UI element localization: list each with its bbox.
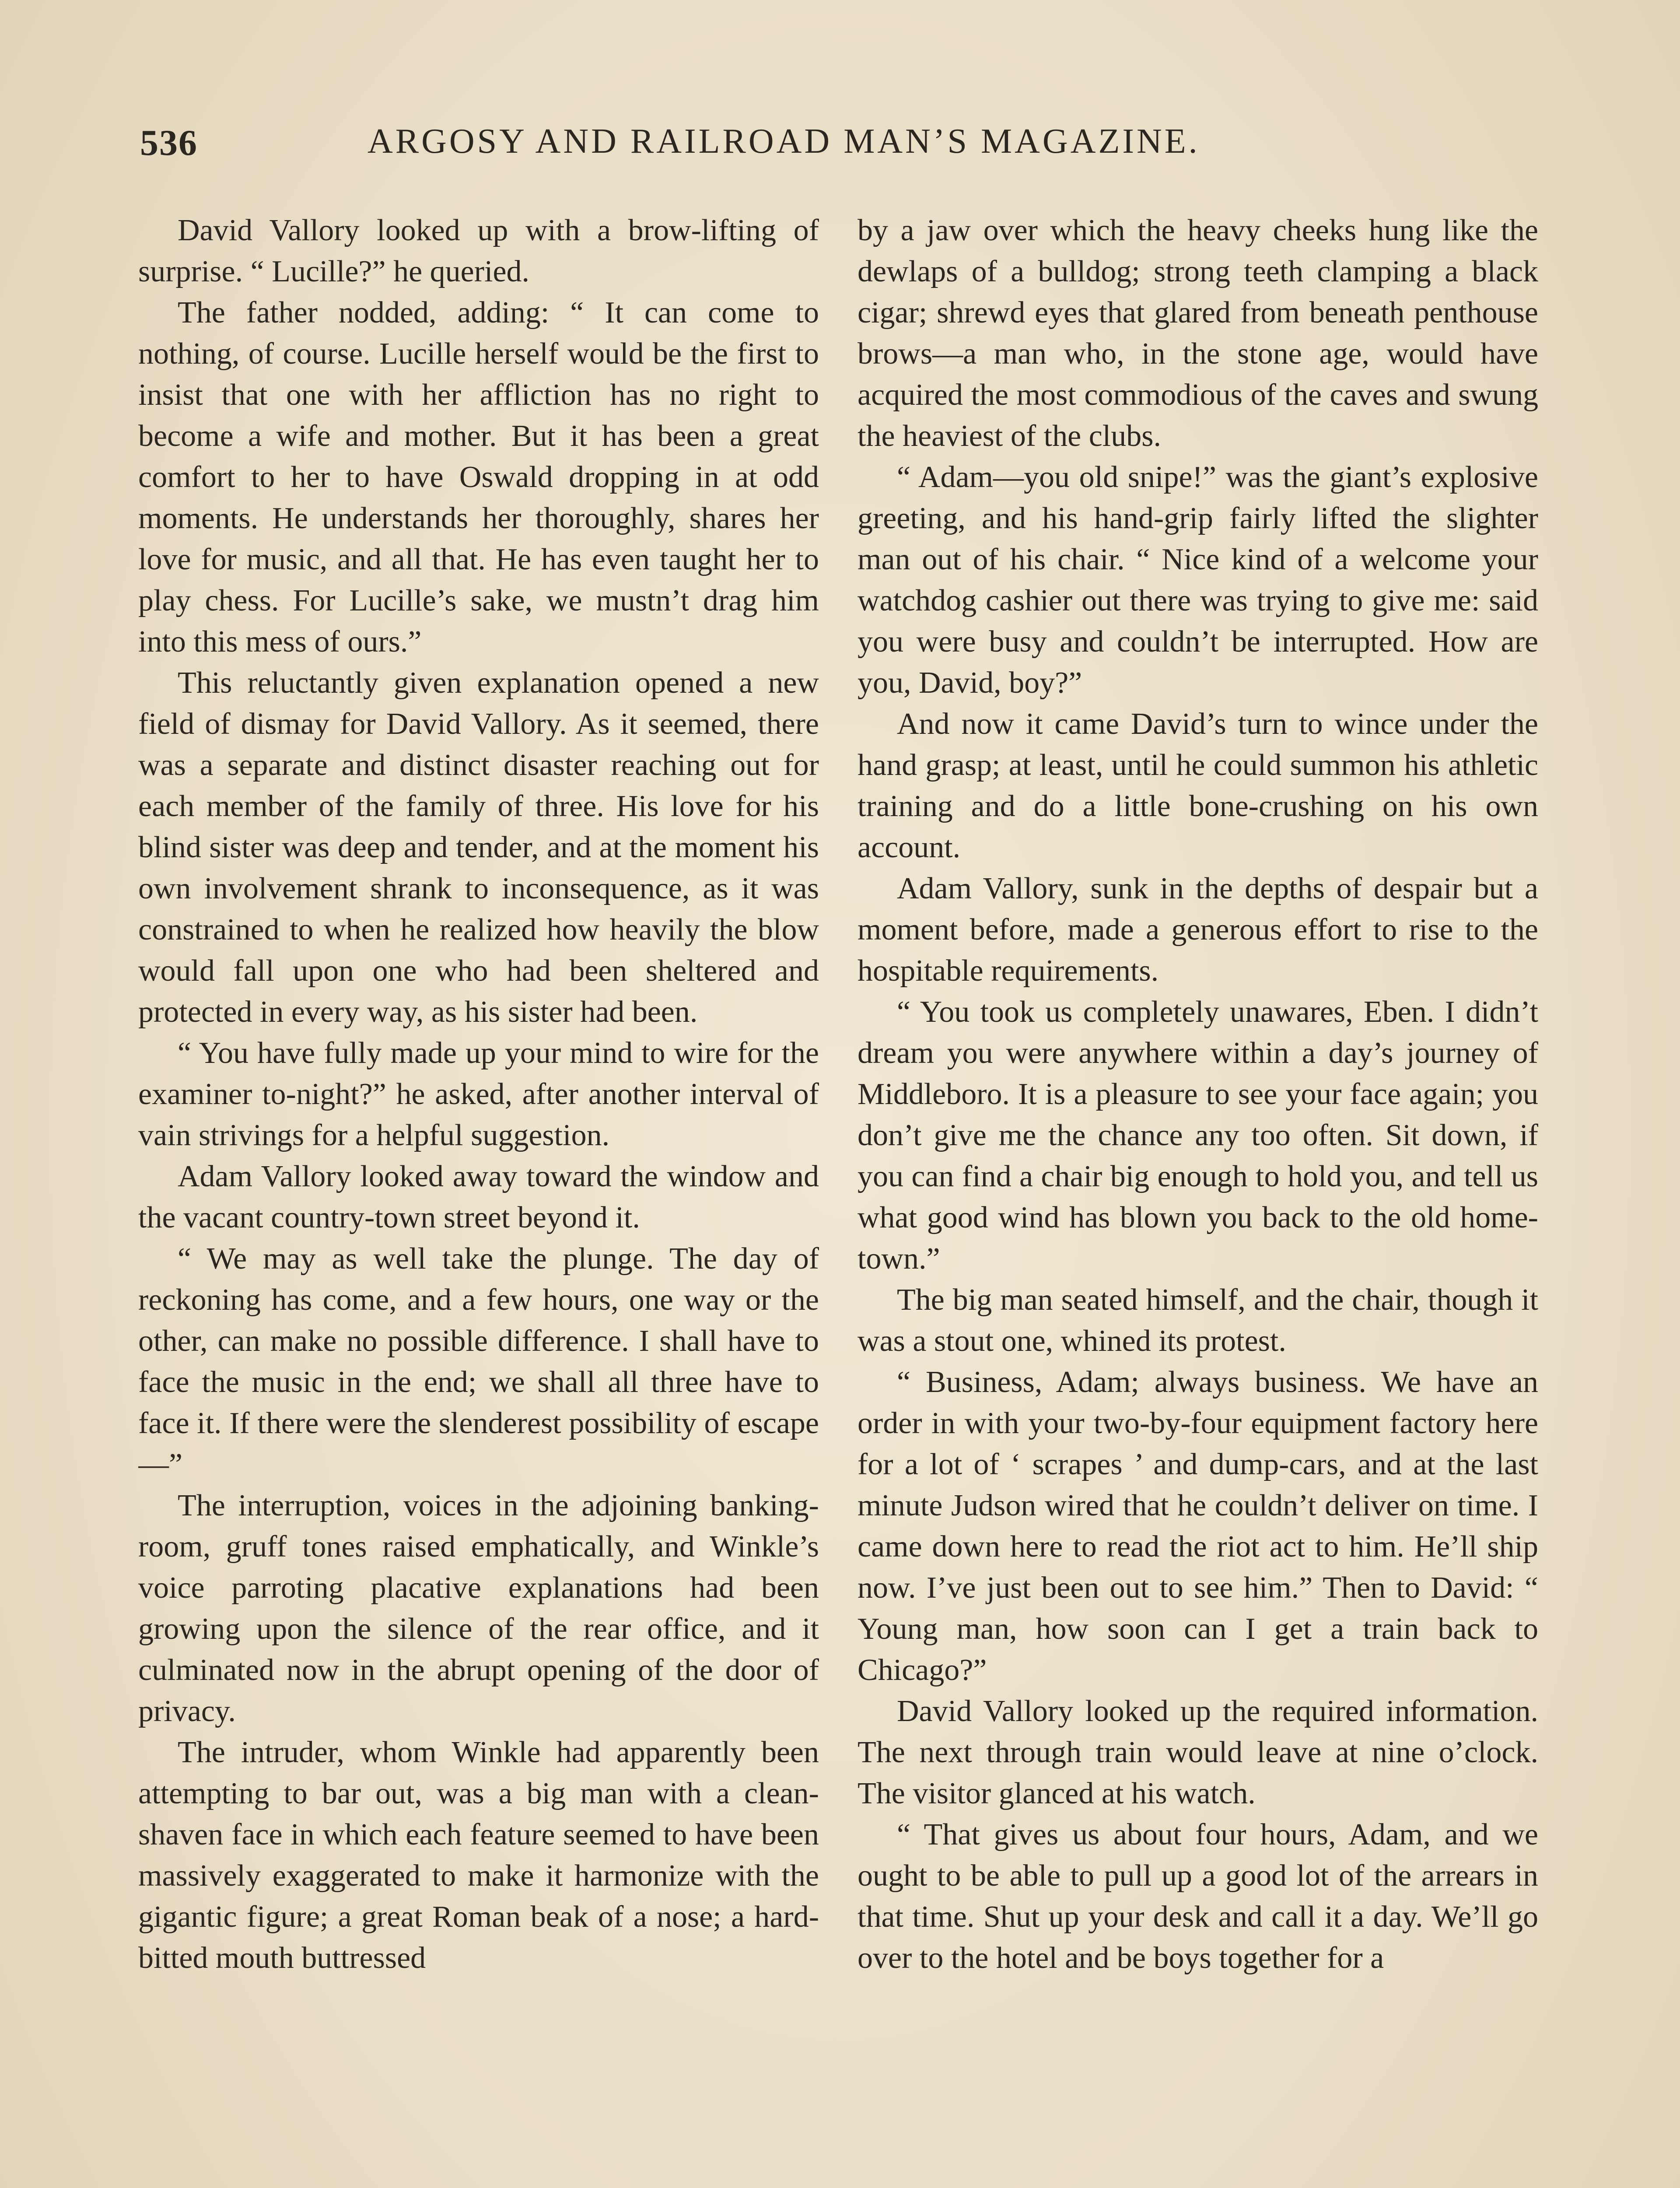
right-column <box>858 210 1538 2188</box>
paragraph: Adam Vallory, sunk in the depths of despair but a moment before, made a generous effort to rise to the hospitable requirements. <box>858 872 1538 988</box>
paragraph: “ You took us completely unawares, Eben. I didn’t dream you were anywhere within a day’s journey of Middleboro. It is a pleasure to see your face again; you don’t give me the chance any too often. Sit down, if you can find a chair big enough to hold you, and tell us what good wind has blown you back to the old home-town.” <box>858 995 1538 1276</box>
paragraph: “ You have fully made up your mind to wire for the examiner to-night?” he asked, after another interval of vain strivings for a helpful suggestion. <box>138 1036 819 1152</box>
paragraph: The interruption, voices in the adjoining banking-room, gruff tones raised emphatically, and Winkle’s voice parroting placative explanations had been growing upon the silence of the rear office, and it culminated now in the abrupt opening of the door of privacy. <box>138 1489 819 1728</box>
paragraph: David Vallory looked up the required information. The next through train would leave at nine o’clock. The visitor glanced at his watch. <box>858 1694 1538 1810</box>
paragraph: The father nodded, adding: “ It can come to nothing, of course. Lucille herself would be the first to insist that one with her affliction has no right to become a wife and mother. But it has been a great comfort to her to have Oswald dropping in at odd moments. He understands her thoroughly, shares her love for music, and all that. He has even taught her to play chess. For Lucille’s sake, we mustn’t drag him into this mess of ours.” <box>138 296 819 659</box>
paragraph: This reluctantly given explanation opened a new field of dismay for David Vallory. As it seemed, there was a separate and distinct disaster reaching out for each member of the family of three. His love for his blind sister was deep and tender, and at the moment his own involvement shrank to inconsequence, as it was constrained to when he realized how heavily the blow would fall upon one who had been sheltered and protected in every way, as his sister had been. <box>138 666 819 1029</box>
paragraph: The intruder, whom Winkle had apparently been attempting to bar out, was a big man with a clean-shaven face in which each feature seemed to have been massively exaggerated to make it harmonize with the gigantic figure; a great Roman beak of a nose; a hard-bitted mouth buttressed <box>138 1736 819 1975</box>
paragraph: “ Business, Adam; always business. We have an order in with your two-by-four equipment factory here for a lot of ‘ scrapes ’ and dump-cars, and at the last minute Judson wired that he couldn’t deliver on time. I came down here to read the riot act to him. He’ll ship now. I’ve just been out to see him.” Then to David: “ Young man, how soon can I get a train back to Chicago?” <box>858 1365 1538 1687</box>
paragraph: “ That gives us about four hours, Adam, and we ought to be able to pull up a good lot of the arrears in that time. Shut up your desk and call it a day. We’ll go over to the hotel and be boys together for a <box>858 1818 1538 1975</box>
paragraph: David Vallory looked up with a brow-lifting of surprise. “ Lucille?” he queried. <box>138 214 819 288</box>
left-column <box>138 210 819 2188</box>
page-number: 536 <box>140 123 198 163</box>
paragraph: And now it came David’s turn to wince under the hand grasp; at least, until he could summon his athletic training and do a little bone-crushing on his own account. <box>858 707 1538 864</box>
magazine-title: ARGOSY AND RAILROAD MAN’S MAGAZINE. <box>368 122 1200 161</box>
paragraph: “ We may as well take the plunge. The day of reckoning has come, and a few hours, one way or the other, can make no possible difference. I shall have to face the music in the end; we shall all three have to face it. If there were the slenderest possibility of escape—” <box>138 1242 819 1481</box>
running-head <box>140 122 1540 174</box>
paragraph: The big man seated himself, and the chair, though it was a stout one, whined its protest. <box>858 1283 1538 1358</box>
paragraph: “ Adam—you old snipe!” was the giant’s explosive greeting, and his hand-grip fairly lifted the slighter man out of his chair. “ Nice kind of a welcome your watchdog cashier out there was trying to give me: said you were busy and couldn’t be interrupted. How are you, David, boy?” <box>858 460 1538 700</box>
paragraph-continued: by a jaw over which the heavy cheeks hung like the dewlaps of a bulldog; strong teeth clamping a black cigar; shrewd eyes that glared from beneath penthouse brows—a man who, in the stone age, would have acquired the most commodious of the caves and swung the heaviest of the clubs. <box>858 214 1538 453</box>
paragraph: Adam Vallory looked away toward the window and the vacant country-town street beyond it. <box>138 1160 819 1234</box>
